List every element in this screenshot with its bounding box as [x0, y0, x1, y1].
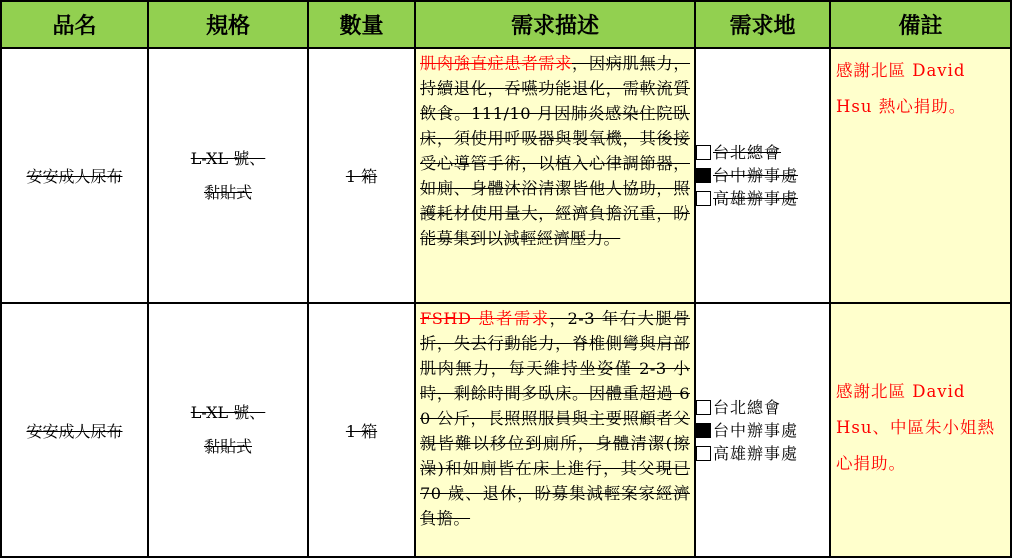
header-row	[1, 1, 1011, 48]
location-label: 台北總會	[713, 397, 782, 417]
item-description-cell	[415, 303, 695, 557]
item-quantity-cell	[308, 303, 415, 557]
location-option	[696, 419, 829, 442]
remark-text: 感謝北區 David Hsu、中區朱小姐熱心捐助。	[836, 382, 995, 473]
location-option	[696, 396, 829, 419]
remark-text: 感謝北區 David Hsu 熱心捐助。	[836, 61, 967, 116]
item-description-cell	[415, 48, 695, 303]
table-row	[1, 48, 1011, 303]
item-name: 安安成人尿布	[26, 421, 123, 441]
remark-cell	[830, 303, 1011, 557]
checkbox-icon	[696, 191, 711, 206]
location-label: 台中辦事處	[713, 420, 799, 440]
item-name-cell	[1, 48, 148, 303]
location-option	[696, 164, 829, 187]
item-spec-cell	[148, 303, 308, 557]
location-cell	[695, 303, 830, 557]
item-name: 安安成人尿布	[26, 167, 123, 186]
location-option	[696, 141, 829, 164]
location-label: 高雄辦事處	[713, 443, 799, 463]
checkbox-icon	[696, 400, 711, 415]
location-label: 台中辦事處	[713, 166, 799, 185]
need-category: FSHD 患者需求	[420, 309, 550, 328]
item-quantity: 1 箱	[345, 421, 378, 441]
location-option	[696, 187, 829, 210]
header-remark: 備註	[830, 1, 1011, 48]
checkbox-icon	[696, 446, 711, 461]
location-label: 台北總會	[713, 143, 782, 162]
need-description: ，因病肌無力，持續退化，吞嚥功能退化，需軟流質飲食。111/10 月因肺炎感染住院臥床，須使用呼吸器與製氧機，其後接受心導管手術，以植入心律調節器，如廁、身體沐浴清潔皆他人協助，照護耗材使用量大，經濟負擔沉重，盼能募集到以減輕經濟壓力。	[420, 54, 691, 248]
item-spec-cell	[148, 48, 308, 303]
location-cell	[695, 48, 830, 303]
item-quantity-cell	[308, 48, 415, 303]
location-label: 高雄辦事處	[713, 189, 799, 208]
table-row	[1, 303, 1011, 557]
checkbox-icon	[696, 145, 711, 160]
item-quantity: 1 箱	[345, 167, 378, 186]
location-option	[696, 442, 829, 465]
header-spec: 規格	[148, 1, 308, 48]
checked-checkbox-icon	[696, 423, 711, 438]
header-description: 需求描述	[415, 1, 695, 48]
item-name-cell	[1, 303, 148, 557]
item-spec: L-XL 號、黏貼式	[190, 148, 266, 202]
header-name: 品名	[1, 1, 148, 48]
remark-cell	[830, 48, 1011, 303]
item-spec: L-XL 號、黏貼式	[190, 403, 266, 456]
header-quantity: 數量	[308, 1, 415, 48]
need-category: 肌肉強直症患者需求	[420, 54, 572, 73]
checked-checkbox-icon	[696, 168, 711, 183]
header-location: 需求地	[695, 1, 830, 48]
need-description: ，2-3 年右大腿骨折，失去行動能力，脊椎側彎與肩部肌肉無力，每天維持坐姿僅 2-3 小時，剩餘時間多臥床。因體重超過 60 公斤，長照照服員與主要照顧者父親皆難以移位到廁所，身體清潔(擦澡)和如廁皆在床上進行，其父現已 70 歲、退休，盼募集減輕案家經濟負擔。	[420, 309, 690, 528]
